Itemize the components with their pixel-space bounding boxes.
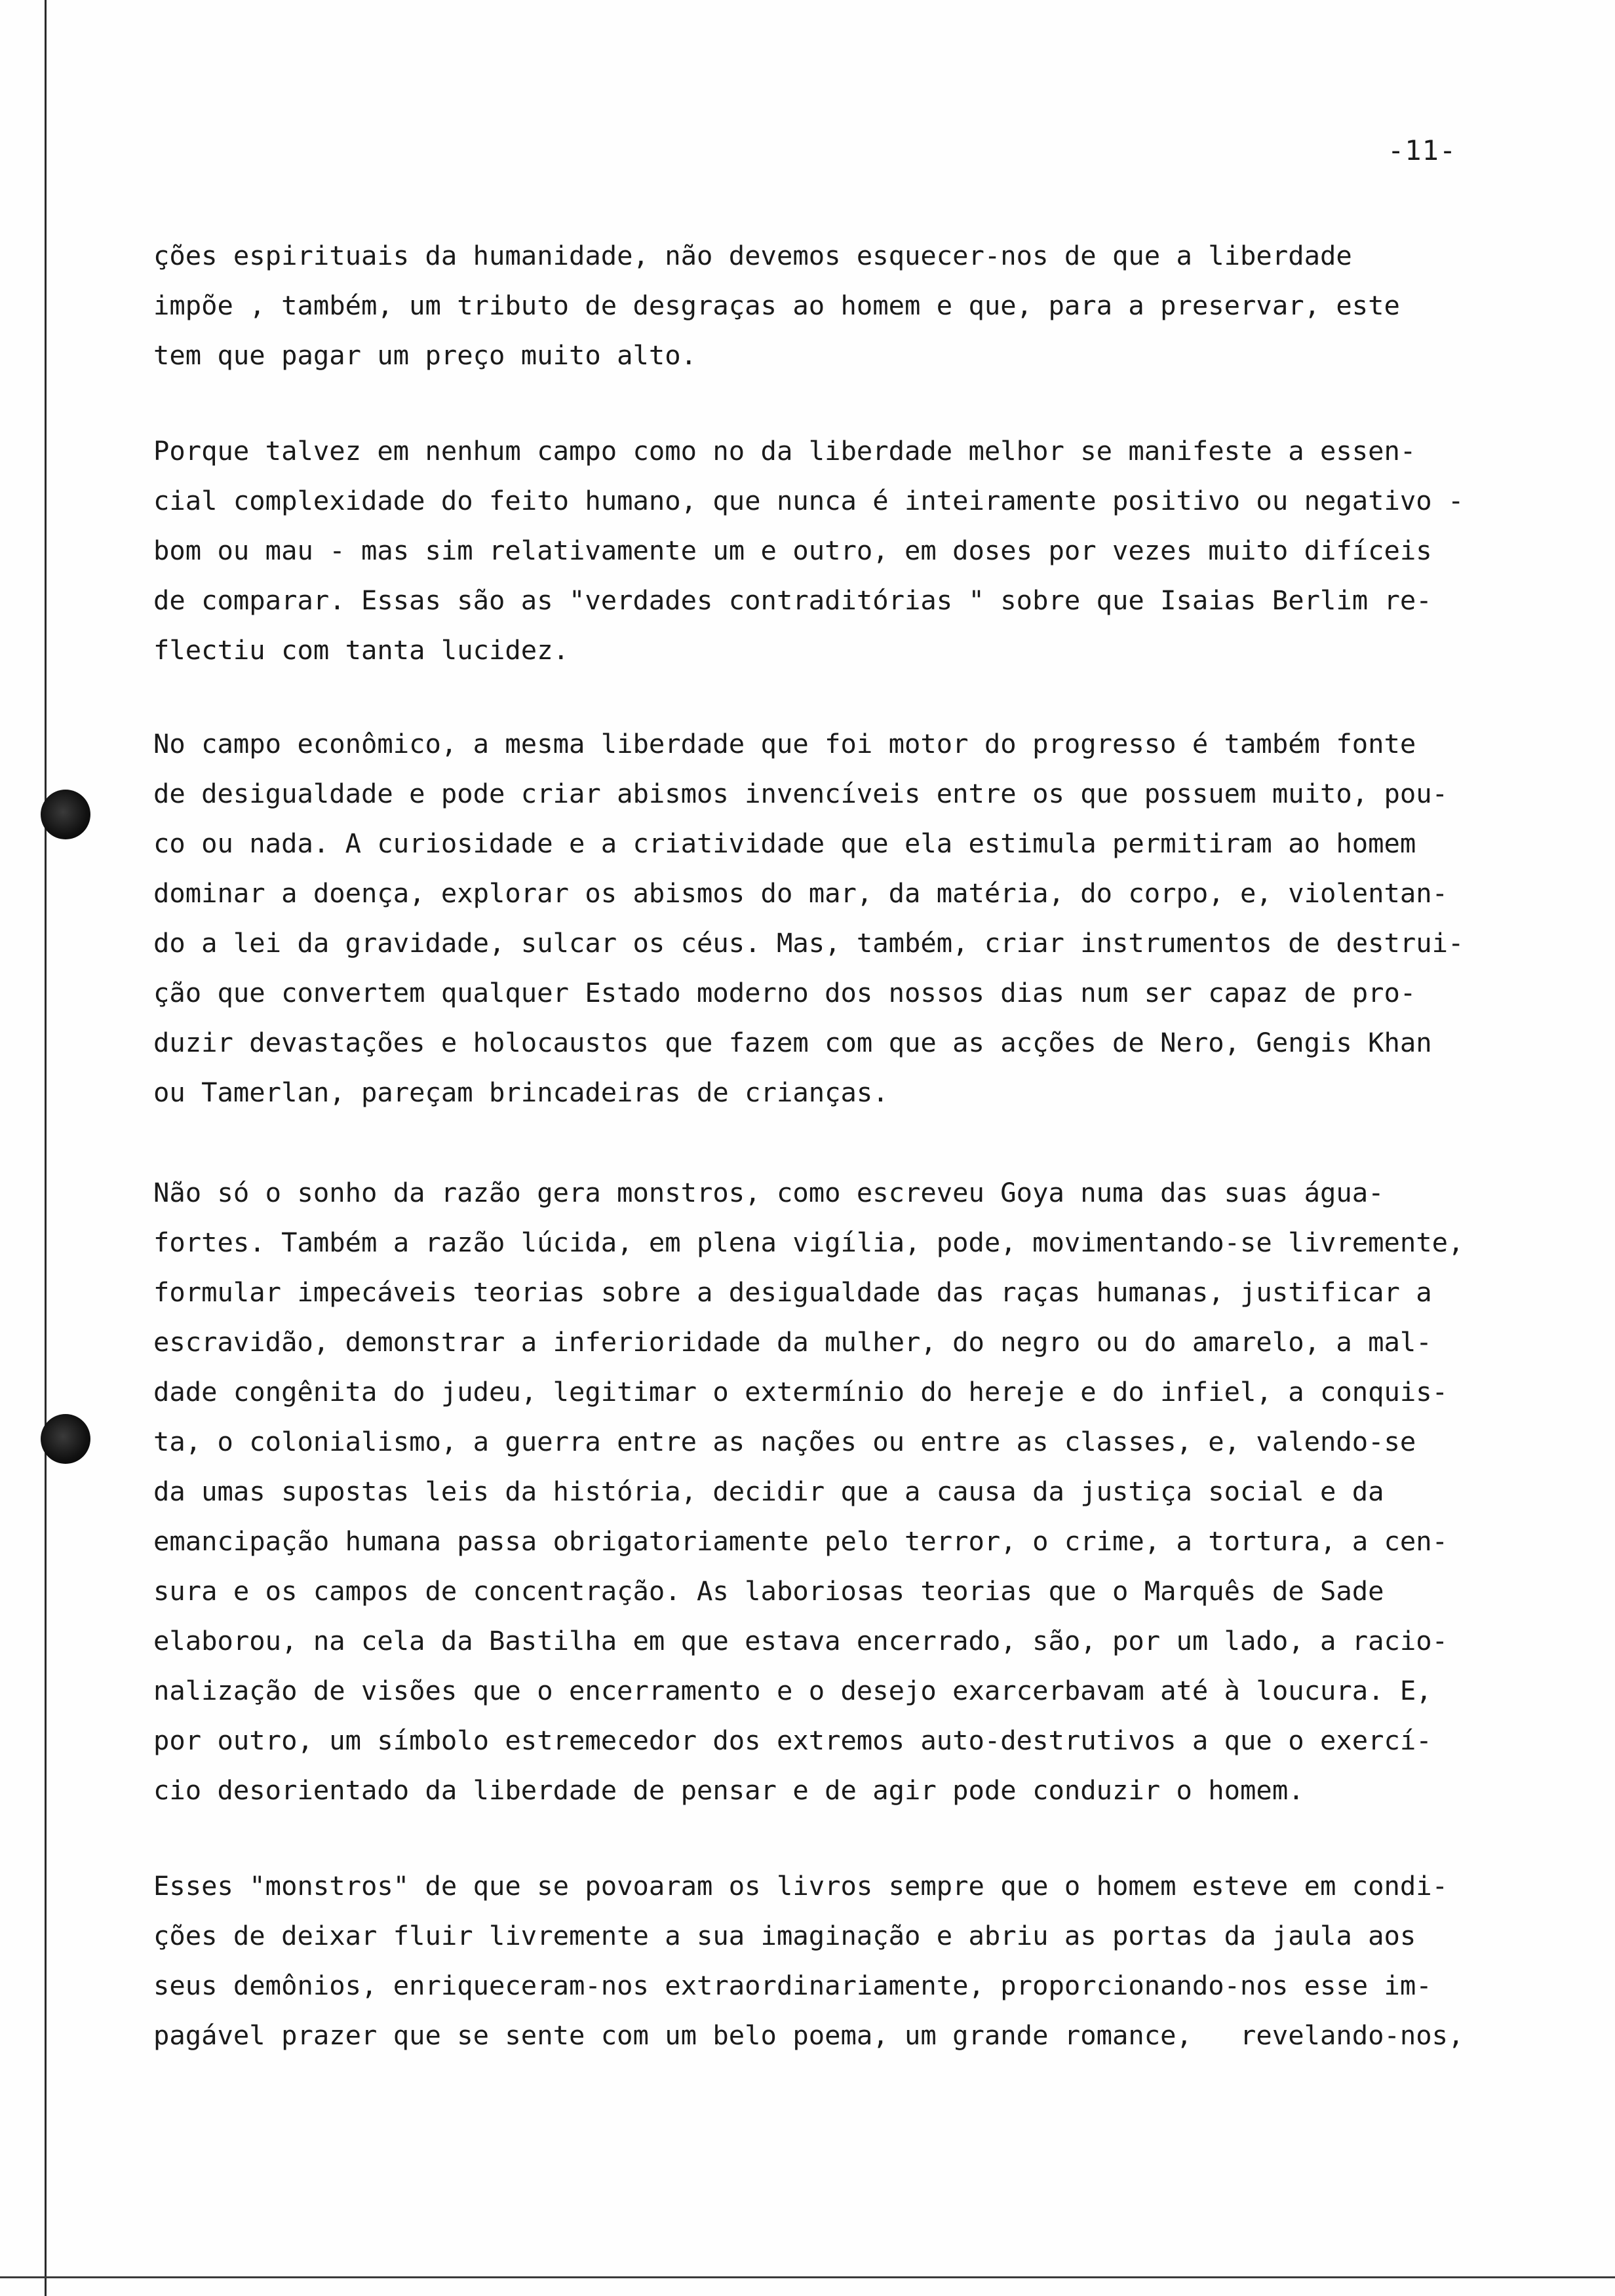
text-line: No campo econômico, a mesma liberdade que foi motor do progresso é também fonte xyxy=(153,728,1416,759)
text-line: Porque talvez em nenhum campo como no da liberdade melhor se manifeste a essen- xyxy=(153,435,1416,467)
text-line: Não só o sonho da razão gera monstros, como escreveu Goya numa das suas água- xyxy=(153,1177,1384,1208)
text-line: escravidão, demonstrar a inferioridade da mulher, do negro ou do amarelo, a mal- xyxy=(153,1326,1432,1358)
text-line: ções espirituais da humanidade, não devemos esquecer-nos de que a liberdade xyxy=(153,240,1352,271)
text-line: ou Tamerlan, pareçam brincadeiras de crianças. xyxy=(153,1077,889,1108)
punch-hole-icon xyxy=(41,790,90,839)
text-line: bom ou mau - mas sim relativamente um e outro, em doses por vezes muito difíceis xyxy=(153,535,1432,566)
text-line: tem que pagar um preço muito alto. xyxy=(153,339,697,371)
text-line: da umas supostas leis da história, decidir que a causa da justiça social e da xyxy=(153,1476,1384,1507)
text-line: pagável prazer que se sente com um belo poema, um grande romance, revelando-nos, xyxy=(153,2019,1464,2051)
text-line: fortes. Também a razão lúcida, em plena vigília, pode, movimentando-se livremente, xyxy=(153,1227,1464,1258)
left-margin-rule xyxy=(45,0,47,2296)
text-line: elaborou, na cela da Bastilha em que estava encerrado, são, por um lado, a racio- xyxy=(153,1625,1449,1656)
text-line: seus demônios, enriqueceram-nos extraordinariamente, proporcionando-nos esse im- xyxy=(153,1970,1432,2001)
text-line: de desigualdade e pode criar abismos invencíveis entre os que possuem muito, pou- xyxy=(153,778,1449,809)
text-line: sura e os campos de concentração. As laboriosas teorias que o Marquês de Sade xyxy=(153,1575,1384,1607)
bottom-margin-rule xyxy=(0,2276,1615,2278)
text-line: cio desorientado da liberdade de pensar e de agir pode conduzir o homem. xyxy=(153,1774,1304,1806)
text-line: nalização de visões que o encerramento e o desejo exarcerbavam até à loucura. E, xyxy=(153,1675,1432,1706)
text-line: co ou nada. A curiosidade e a criatividade que ela estimula permitiram ao homem xyxy=(153,828,1416,859)
paragraph xyxy=(153,719,1504,1117)
text-line: cial complexidade do feito humano, que nunca é inteiramente positivo ou negativo - xyxy=(153,485,1464,516)
paragraph xyxy=(153,426,1504,675)
text-line: dominar a doença, explorar os abismos do mar, da matéria, do corpo, e, violentan- xyxy=(153,877,1449,909)
text-line: duzir devastações e holocaustos que fazem com que as acções de Nero, Gengis Khan xyxy=(153,1027,1432,1058)
text-line: ção que convertem qualquer Estado moderno dos nossos dias num ser capaz de pro- xyxy=(153,977,1416,1008)
paragraph xyxy=(153,1861,1504,2060)
text-line: ções de deixar fluir livremente a sua imaginação e abriu as portas da jaula aos xyxy=(153,1920,1416,1951)
paragraph xyxy=(153,231,1504,380)
page-number: -11- xyxy=(1388,134,1457,166)
punch-hole-icon xyxy=(41,1414,90,1464)
text-line: flectiu com tanta lucidez. xyxy=(153,634,569,666)
text-line: dade congênita do judeu, legitimar o extermínio do hereje e do infiel, a conquis- xyxy=(153,1376,1449,1407)
text-line: impõe , também, um tributo de desgraças ao homem e que, para a preservar, este xyxy=(153,290,1400,321)
text-line: por outro, um símbolo estremecedor dos extremos auto-destrutivos a que o exercí- xyxy=(153,1725,1432,1756)
text-line: formular impecáveis teorias sobre a desigualdade das raças humanas, justificar a xyxy=(153,1276,1432,1308)
paragraph xyxy=(153,1168,1504,1815)
text-line: emancipação humana passa obrigatoriamente pelo terror, o crime, a tortura, a cen- xyxy=(153,1525,1449,1557)
text-line: do a lei da gravidade, sulcar os céus. Mas, também, criar instrumentos de destrui- xyxy=(153,927,1464,959)
text-line: ta, o colonialismo, a guerra entre as nações ou entre as classes, e, valendo-se xyxy=(153,1426,1416,1457)
text-line: de comparar. Essas são as "verdades contraditórias " sobre que Isaias Berlim re- xyxy=(153,584,1432,616)
text-line: Esses "monstros" de que se povoaram os livros sempre que o homem esteve em condi- xyxy=(153,1870,1449,1902)
